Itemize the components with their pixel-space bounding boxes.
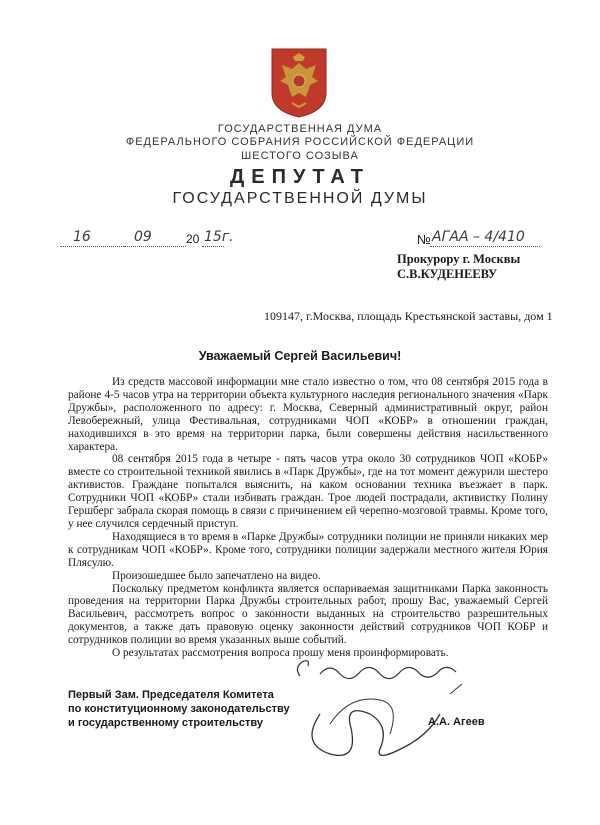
greeting: Уважаемый Сергей Васильевич! xyxy=(198,349,402,363)
document-number: АГАА – 4/410 xyxy=(432,229,525,245)
body-paragraph: Из средств массовой информации мне стало известно о том, что 08 сентября 2015 года в районе 4-5 часов утра на территории объекта культурного наследия регионального значения «Парк Дружбы», расположенного по адресу: г. Москва, Северный административный округ, район Левобережный, улица Фестивальная, сотрудниками ЧОП «КОБР» в отношении граждан, находившихся в это время на территории парка, были совершены действия насильственного характера. xyxy=(68,376,548,453)
body-paragraph: Произошедшее было запечатлено на видео. xyxy=(112,569,321,582)
number-underline xyxy=(430,246,540,247)
date-day: 16 xyxy=(73,229,91,245)
signatory-title-line-1: Первый Зам. Председателя Комитета xyxy=(68,689,274,701)
addressee-address: 109147, г.Москва, площадь Крестьянской заставы, дом 1 xyxy=(264,309,553,323)
number-sign: № xyxy=(417,232,431,247)
date-year-suffix: 15г. xyxy=(204,229,234,245)
org-line-3: ШЕСТОГО СОЗЫВА xyxy=(241,150,359,162)
letter-body xyxy=(68,376,548,660)
coat-of-arms-emblem-icon xyxy=(270,47,328,119)
date-month: 09 xyxy=(134,229,152,245)
addressee-line-2: С.В.КУДЕНЕЕВУ xyxy=(397,267,498,281)
date-underline xyxy=(60,246,124,247)
body-paragraph: 08 сентября 2015 года в четыре - пять часов утра около 30 сотрудников ЧОП «КОБР» вместе со строительной техникой явились в «Парк Дружбы», где на тот момент дежурили шестеро активистов. Граждане попытался выяснить, на каком основании техника въезжает в парк. Сотрудники ЧОП «КОБР» стали избивать граждан. Трое людей пострадали, активистку Полину Гершберг забрала скорая помощь в связи с причинением ей черепно-мозговой травмы. Кроме того, у нее случился сердечный приступ. xyxy=(68,453,548,530)
date-underline xyxy=(124,246,186,247)
signatory-title-line-3: и государственному строительству xyxy=(68,717,263,729)
body-paragraph: Находящиеся в то время в «Парке Дружбы» сотрудники полиции не приняли никаких мер к сотрудникам ЧОП «КОБР». Кроме того, сотрудники полиции задержали местного жителя Юрия Плясулю. xyxy=(68,530,548,569)
handwritten-signature xyxy=(290,654,500,774)
document-title: ДЕПУТАТ xyxy=(229,166,371,188)
addressee-line-1: Прокурору г. Москвы xyxy=(397,252,521,266)
org-line-1: ГОСУДАРСТВЕННАЯ ДУМА xyxy=(217,123,383,135)
body-paragraph: О результатах рассмотрения вопроса прошу меня проинформировать. xyxy=(112,647,449,660)
date-year-prefix: 20 xyxy=(186,232,200,246)
signatory-title xyxy=(68,688,290,730)
date-underline xyxy=(202,246,224,247)
body-paragraph: Поскольку предметом конфликта является оспариваемая защитниками Парка законность проведения на территории Парка Дружбы строительных работ, прошу Вас, уважаемый Сергей Васильевич, рассмотреть вопрос о законности выданных на строительство разрешительных документов, а также дать правовую оценку законности действий сотрудников ЧОП КОБР и сотрудников полиции во время указанных выше событий. xyxy=(68,582,548,647)
org-line-2: ФЕДЕРАЛЬНОГО СОБРАНИЯ РОССИЙСКОЙ ФЕДЕРАЦИИ xyxy=(125,136,475,148)
signatory-title-line-2: по конституционному законодательству xyxy=(68,703,290,715)
signatory-name: А.А. Агеев xyxy=(428,716,485,728)
document-subtitle: ГОСУДАРСТВЕННОЙ ДУМЫ xyxy=(172,190,428,207)
